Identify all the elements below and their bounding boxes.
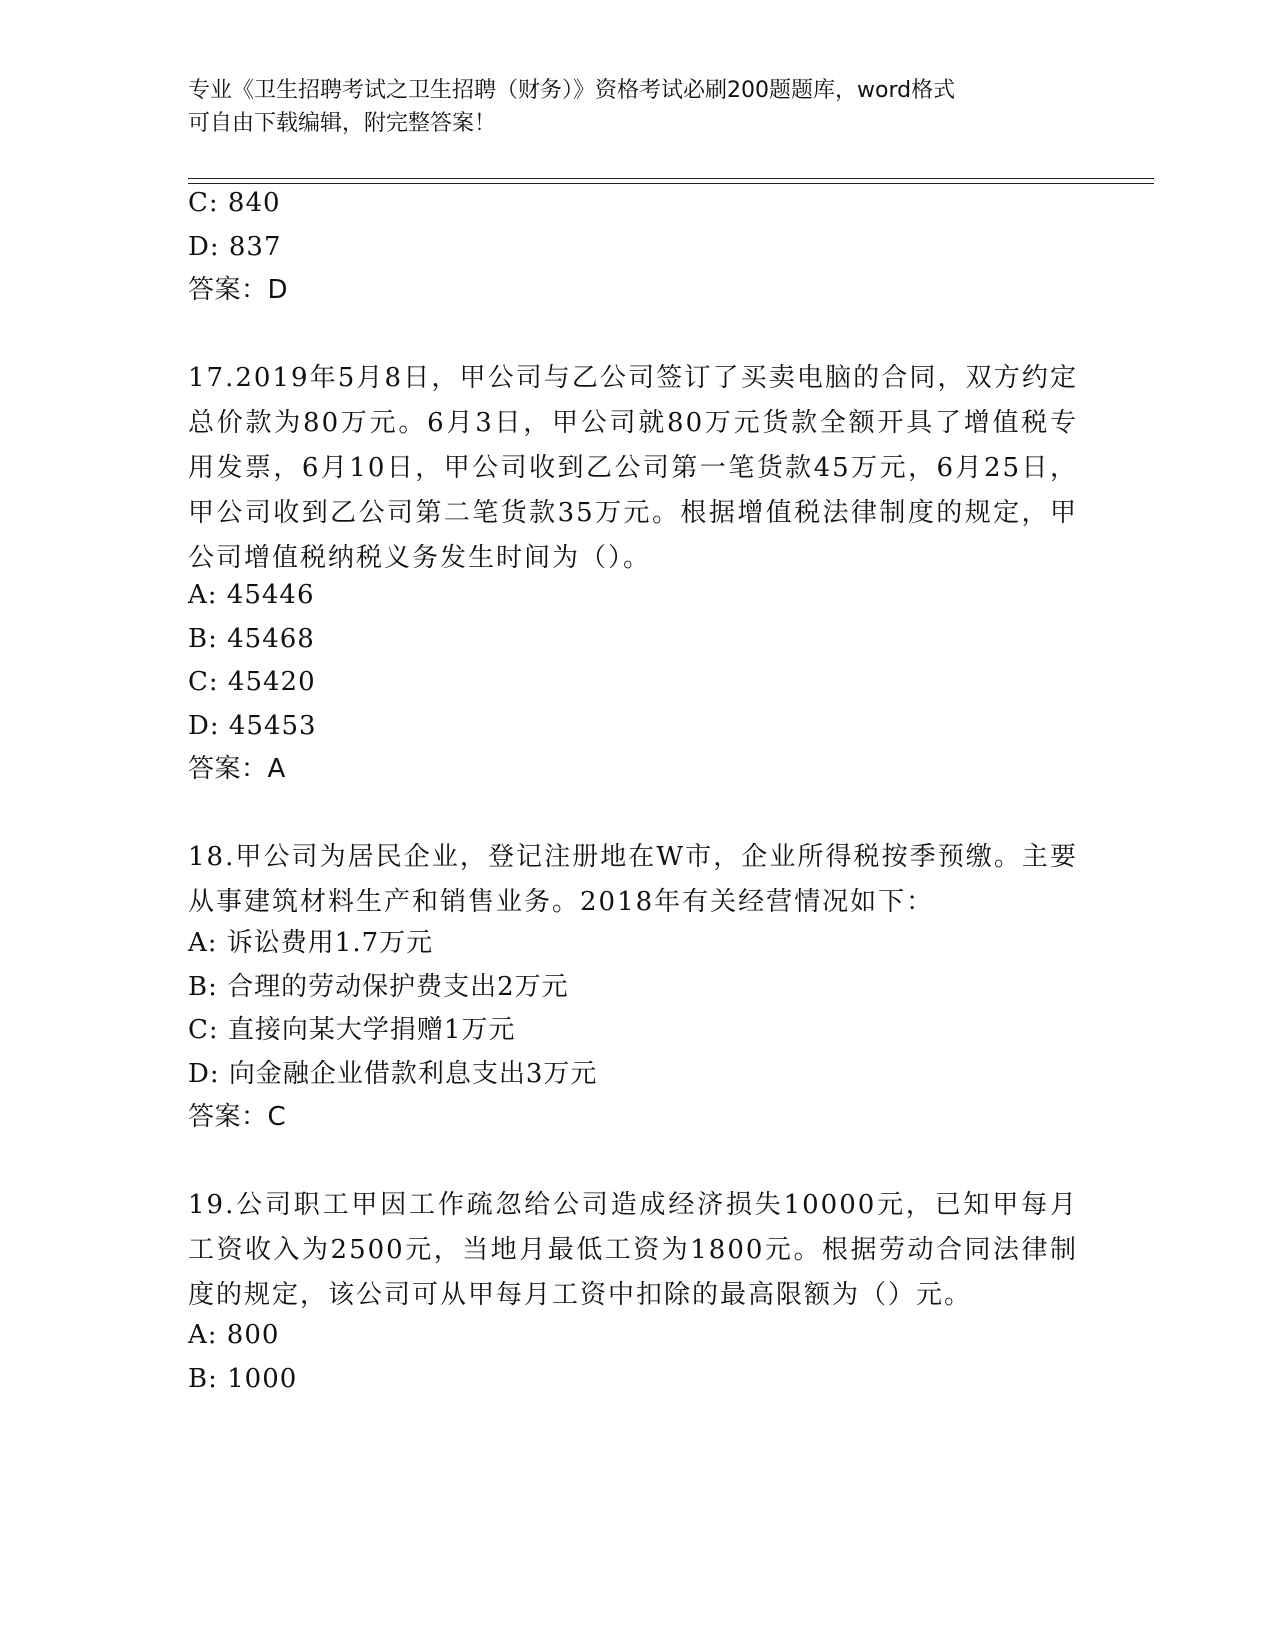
q16-answer: 答案：D bbox=[188, 275, 289, 305]
q17-question-text: 17.2019年5月8日，甲公司与乙公司签订了买卖电脑的合同，双方约定总价款为80万元。6月3日，甲公司就80万元货款全额开具了增值税专用发票，6月10日，甲公司收到乙公司第一笔货款45万元，6月25日，甲公司收到乙公司第二笔货款35万元。根据增值税法律制度的规定，甲公司增值税纳税义务发生时间为（）。 bbox=[188, 363, 1078, 573]
q18-option-b: B: 合理的劳动保护费支出2万元 bbox=[188, 972, 569, 1002]
q18-option-d: D: 向金融企业借款利息支出3万元 bbox=[188, 1059, 598, 1089]
q18-option-c: C: 直接向某大学捐赠1万元 bbox=[188, 1015, 516, 1045]
q19-question-text: 19.公司职工甲因工作疏忽给公司造成经济损失10000元，已知甲每月工资收入为2500元，当地月最低工资为1800元。根据劳动合同法律制度的规定，该公司可从甲每月工资中扣除的最高限额为（）元。 bbox=[188, 1190, 1078, 1310]
q17-option-a: A: 45446 bbox=[188, 580, 315, 610]
header-title-line1: 专业《卫生招聘考试之卫生招聘（财务）》资格考试必刷200题题库，word格式 bbox=[188, 78, 956, 103]
q17-option-d: D: 45453 bbox=[188, 711, 317, 741]
header-title-line2: 可自由下载编辑，附完整答案！ bbox=[188, 111, 497, 136]
q19-option-b: B: 1000 bbox=[188, 1364, 298, 1394]
q18-answer: 答案：C bbox=[188, 1102, 287, 1132]
q18-question-text: 18.甲公司为居民企业，登记注册地在W市，企业所得税按季预缴。主要从事建筑材料生产和销售业务。2018年有关经营情况如下： bbox=[188, 842, 1078, 917]
q16-option-c: C: 840 bbox=[188, 188, 281, 218]
q18-option-a: A: 诉讼费用1.7万元 bbox=[188, 928, 434, 958]
q19-option-a: A: 800 bbox=[188, 1320, 280, 1350]
q17-option-c: C: 45420 bbox=[188, 667, 316, 697]
q17-option-b: B: 45468 bbox=[188, 624, 315, 654]
header-divider-bottom bbox=[188, 183, 1154, 184]
header-divider-top bbox=[188, 178, 1154, 179]
q16-option-d: D: 837 bbox=[188, 232, 282, 262]
q17-answer: 答案：A bbox=[188, 754, 286, 784]
document-header bbox=[188, 74, 1088, 140]
